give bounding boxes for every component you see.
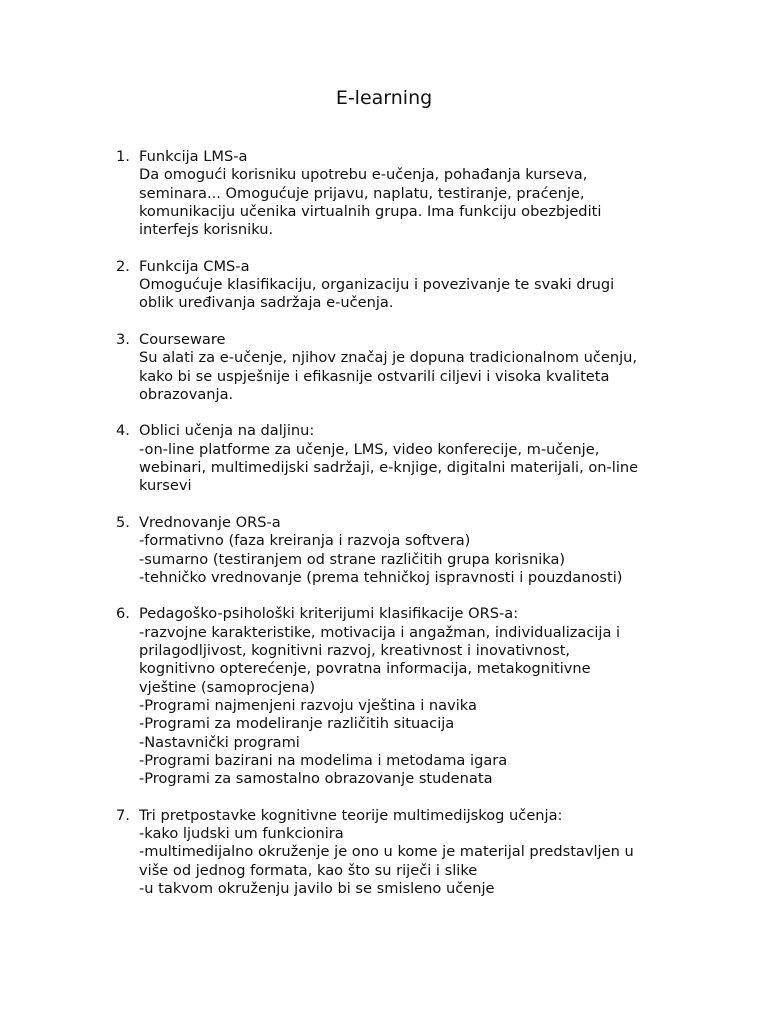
list-item-number: 3. [116,330,130,348]
list-item-line: -Programi za samostalno obrazovanje studenata [139,770,493,788]
list-item-line: seminara... Omogućuje prijavu, naplatu, testiranje, praćenje, [139,184,585,202]
list-item-heading: Courseware [139,330,226,348]
list-item-line: obrazovanja. [139,385,234,403]
list-item-heading: Vrednovanje ORS-a [139,513,281,531]
list-item-line: interfejs korisniku. [139,221,274,239]
list-item-number: 2. [116,257,130,275]
list-item [112,807,672,898]
list-item-line: -Programi najmenjeni razvoju vještina i navika [139,696,477,714]
list-item-line: -on-line platforme za učenje, LMS, video konferecije, m-učenje, [139,440,600,458]
list-item-number: 7. [116,806,130,824]
list-item-number: 4. [116,422,130,440]
list-item [112,422,672,495]
list-item-line: -Nastavnički programi [139,733,300,751]
list-item-line: webinari, multimedijski sadržaji, e-knjige, digitalni materijali, on-line [139,459,639,477]
list-item [112,605,672,788]
list-item-heading: Funkcija LMS-a [139,148,248,165]
list-item-line: Su alati za e-učenje, njihov značaj je dopuna tradicionalnom učenju, [139,349,638,367]
list-item-line: kursevi [139,477,192,495]
list-item-line: -tehničko vrednovanje (prema tehničkoj ispravnosti i pouzdanosti) [139,568,623,586]
list-item-number: 6. [116,605,130,623]
list-item-line: -multimedijalno okruženje je ono u kome je materijal predstavljen u [139,843,634,861]
list-item-line: -razvojne karakteristike, motivacija i angažman, individualizacija i [139,623,621,641]
list-item-heading: Tri pretpostavke kognitivne teorije multimedijskog učenja: [139,806,563,824]
list-item-line: Omogućuje klasifikaciju, organizaciju i povezivanje te svaki drugi [139,276,615,294]
list-item [112,148,672,239]
list-item-heading: Oblici učenja na daljinu: [139,422,315,440]
list-item-line: Da omogući korisniku upotrebu e-učenja, pohađanja kurseva, [139,166,588,184]
list-item-line: kognitivno opterećenje, povratna informacija, metakognitivne [139,660,591,678]
list-item-line: vještine (samoprocjena) [139,678,316,696]
list-item-line: -u takvom okruženju javilo bi se smisleno učenje [139,879,495,897]
list-item-line: -Programi za modeliranje različitih situacija [139,715,455,733]
list-item [112,331,672,404]
list-item-line: oblik uređivanja sadržaja e-učenja. [139,294,394,312]
list-item-line: prilagodljivost, kognitivni razvoj, kreativnost i inovativnost, [139,642,571,660]
list-item-line: -kako ljudski um funkcionira [139,824,344,842]
numbered-list [112,148,672,916]
list-item-heading: Funkcija CMS-a [139,257,250,275]
list-item [112,514,672,587]
list-item-number: 5. [116,513,130,531]
page-title: E-learning [335,87,433,109]
list-item-line: -formativno (faza kreiranja i razvoja softvera) [139,532,471,550]
list-item-heading: Pedagoško-psihološki kriterijumi klasifikacije ORS-a: [139,605,519,623]
list-item [112,258,672,313]
list-item-line: -Programi bazirani na modelima i metodama igara [139,751,508,769]
list-item-line: komunikaciju učenika virtualnih grupa. Ima funkciju obezbjediti [139,202,602,220]
list-item-number: 1. [116,148,130,165]
list-item-line: kako bi se uspješnije i efikasnije ostvarili ciljevi i visoka kvaliteta [139,367,610,385]
list-item-line: -sumarno (testiranjem od strane različitih grupa korisnika) [139,550,566,568]
list-item-line: više od jednog formata, kao što su riječi i slike [139,861,478,879]
